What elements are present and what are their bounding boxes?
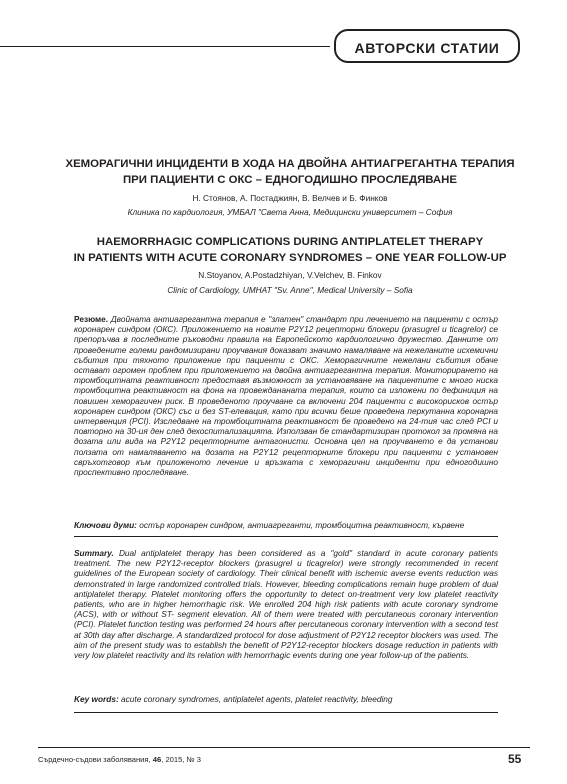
title-bg-line-1: ХЕМОРАГИЧНИ ИНЦИДЕНТИ В ХОДА НА ДВОЙНА АНТИАГРЕГАНТНА ТЕРАПИЯ: [65, 158, 515, 170]
keywords-text-en: acute coronary syndromes, antiplatelet agents, platelet reactivity, bleeding: [121, 694, 393, 704]
separator-rule: [74, 536, 498, 537]
keywords-en: [74, 694, 498, 704]
journal-prefix: Сърдечно-съдови заболявания,: [38, 755, 153, 764]
affiliation-bg: Клиника по кардиология, УМБАЛ "Света Анна, Медицински университет – София: [127, 207, 453, 217]
journal-volume: 46: [152, 755, 162, 764]
journal-suffix: , 2015, № 3: [161, 755, 202, 764]
affiliation-en: Clinic of Cardiology, UMHAT "Sv. Anne", Medical University – Sofia: [167, 285, 413, 295]
keywords-label-bg: Ключови думи:: [74, 520, 137, 530]
footer-rule: [38, 747, 530, 748]
keywords-bg: [74, 520, 498, 530]
bottom-separator: [74, 712, 498, 713]
keywords-text-bg: остър коронарен синдром, антиагреганти, тромбоцитна реактивност, кървене: [139, 520, 465, 530]
title-en-line-1: HAEMORRHAGIC COMPLICATIONS DURING ANTIPLATELET THERAPY: [96, 236, 484, 248]
abstract-text-bg: Двойната антиагрегантна терапия е "златен" стандарт при лечението на пациенти с остър коронарен синдром (ОКС). Приложението на новите P2Y12 рецепторни блокери (prasugrel и ticagrelor) се препоръчва в последните ръководни правила на Европейското кардиологично дружество. Данните от проведените големи рандомизирани проучвания доказват значимо намаляване на нежеланите исхемични събития при тяхното приложение при пациенти с ОКС. Хеморагичните нежелани събития обаче остават огромен проблем при приложението на двойна антиагрегантна терапия. Мониторирането на тромбоцитната реактивност предоставя възможност за установяване на пациентите с много ниска тромбоцитна реактивност на фона на провеждананата терапия, които са изложени по дефиниция на повишен хеморагичен риск. В проведеното проучване са включени 204 пациенти с високорисков остър коронарен синдром (ОКС) със и без ST-елевация, като при всички беше проведена перкутанна коронарна интервенция (PCI). Изследване на тромбоцитната реактивност бе проведено на 24-тия час след PCI и повторно на 30-ия ден след дехоспитализацията. Използван бе стандартизиран протокол за промяна на дозата или вида на P2Y12 рецепторните антагонисти. Основна цел на проучването е да установи ползата от намаляването на дозата на P2Y12 рецепторните блокери при пациенти с установен свръхотговор към приложеното лечение и връзката с хеморагични инциденти при едногодишно проспективно проследяване.: [74, 314, 498, 478]
article-title-en: [40, 234, 540, 266]
page-number: 55: [508, 752, 522, 766]
header-rule: [0, 46, 330, 47]
authors-bg: Н. Стоянов, А. Постаджиян, В. Велчев и Б. Финков: [192, 193, 388, 203]
footer-journal: [38, 755, 201, 764]
section-badge: АВТОРСКИ СТАТИИ: [334, 29, 520, 63]
summary-en: [74, 548, 498, 660]
authors-en: N.Stoyanov, A.Postadzhiyan, V.Velchev, B. Finkov: [198, 270, 382, 280]
title-bg-line-2: ПРИ ПАЦИЕНТИ С ОКС – ЕДНОГОДИШНО ПРОСЛЕДЯВАНЕ: [123, 174, 457, 186]
summary-text-en: Dual antiplatelet therapy has been considered as a "gold" standard in acute coronary patients treatment. The new P2Y12-receptor blockers (prasugrel и ticagrelor) were strongly recommended in recent guidelines of the European society of cardiology. Their clinical benefit with ischemic averse events reduction was demonstrated in large randomized controlled trials. However, bleeding complications remain huge problem of dual antiplatelet therapy. Platelet monitoring offers the opportunity to detect on-treatment very low platelet reactivity patients, who are in higher hemorrhagic risk. We enrolled 204 high risk patients with acute coronary syndrome (ACS), with or without ST- segment elevation. All of them were treated with percutaneous coronary intervention (PCI). Platelet function testing was performed 24 hours after percutaneous coronary intervention with a second test at 30th day after discharge. A standardized protocol for dose adjustment of P2Y12 receptor blockers was used. The aim of the present study was to establish the benefit of P2Y12-receptor blockers dosage reduction in patients with very low platelet reactivity and its relation with hemorrhagic events during one year follow-up of the patients.: [74, 548, 498, 661]
abstract-label-bg: Резюме.: [74, 314, 109, 324]
title-en-line-2: IN PATIENTS WITH ACUTE CORONARY SYNDROMES – ONE YEAR FOLLOW-UP: [73, 252, 507, 264]
article-title-bg: [50, 156, 530, 188]
keywords-label-en: Key words:: [74, 694, 119, 704]
abstract-bg: [74, 314, 498, 477]
summary-label-en: Summary.: [74, 548, 114, 558]
